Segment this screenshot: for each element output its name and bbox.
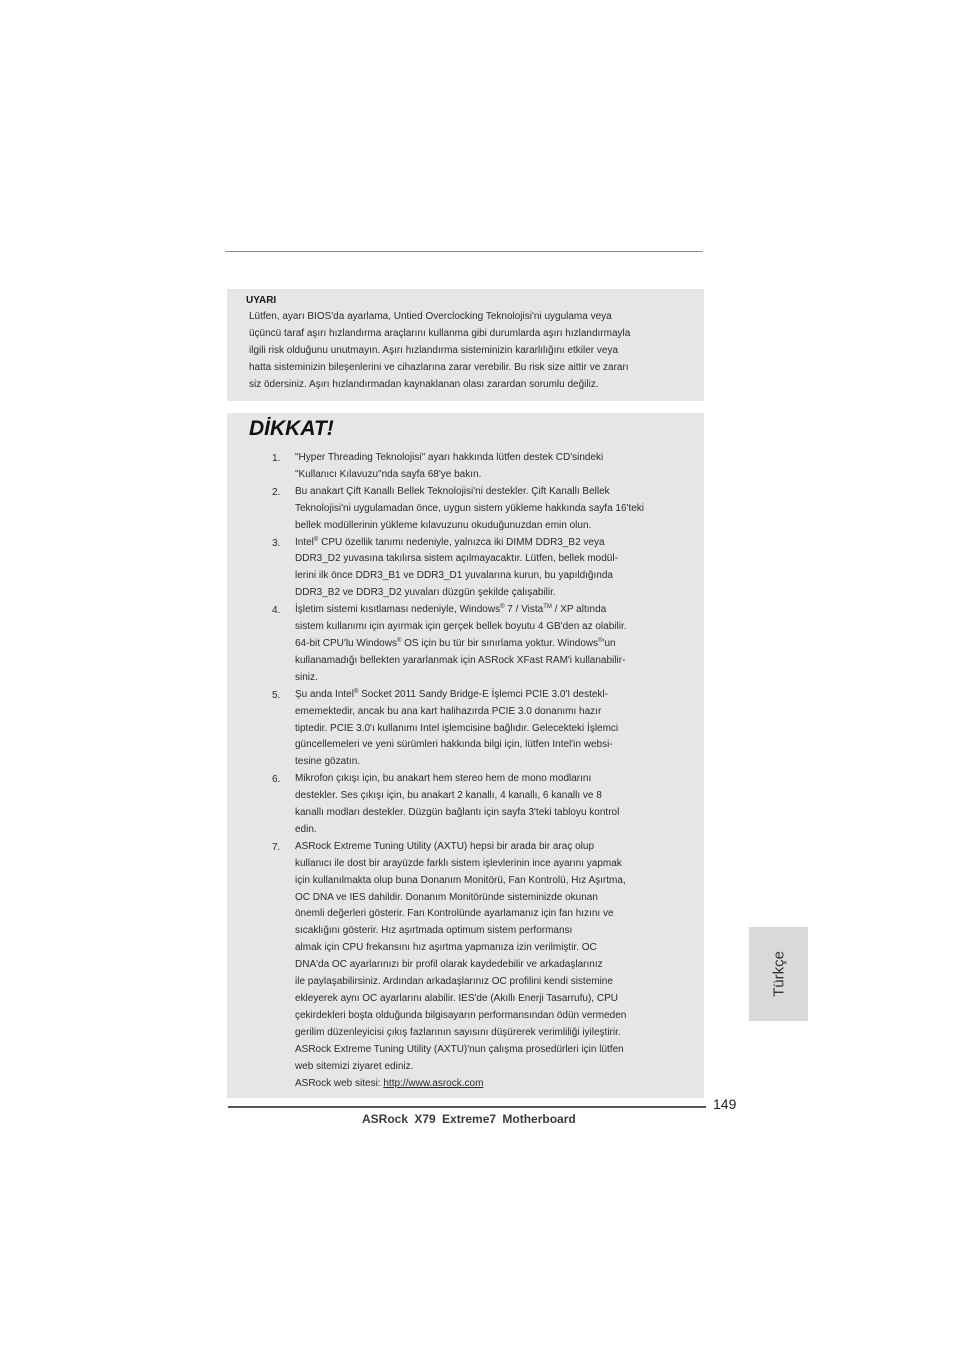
item-line: bellek modüllerinin yükleme kılavuzunu okuduğunuzdan emin olun. [295, 519, 592, 531]
language-tab [749, 927, 808, 1021]
warning-line: hatta sisteminizin bileşenlerini ve cihazlarına zarar verebilir. Bu risk size aittir ve zararı [249, 362, 629, 373]
item-line: ASRock Extreme Tuning Utility (AXTU) hepsi bir arada bir araç olup [295, 840, 595, 852]
notice-title: DİKKAT! [249, 417, 334, 440]
warning-title: UYARI [246, 295, 277, 306]
registered-mark: ® [396, 637, 402, 644]
item-text-part: Socket 2011 Sandy Bridge-E İşlemci PCIE 3.0'I destekl- [358, 688, 608, 700]
notice-list [227, 450, 704, 1092]
item-line: DNA'da OC ayarlarınızı bir profil olarak kaydedebilir ve arkadaşlarınız [295, 959, 603, 971]
item-line: için kullanılmakta olup buna Donanım Monitörü, Fan Kontrolü, Hız Aşırtma, [295, 874, 626, 886]
notice-item-5 [227, 687, 704, 772]
item-text-part: Intel [295, 536, 314, 548]
item-number: 3. [272, 537, 281, 549]
warning-box [227, 289, 704, 401]
item-text [295, 839, 704, 1093]
registered-mark: ® [313, 536, 319, 543]
item-line: önemli değerleri gösterir. Fan Kontrolünde ayarlamanız için fan hızını ve [295, 908, 614, 920]
item-line [295, 636, 704, 653]
notice-item-3 [227, 535, 704, 603]
item-line: DDR3_D2 yuvasına takılırsa sistem açılmayacaktır. Lütfen, bellek modül- [295, 553, 618, 565]
item-number: 6. [272, 774, 281, 786]
registered-mark: ® [500, 604, 505, 611]
item-text-part: İşletim sistemi kısıtlaması nedeniyle, Windows [295, 604, 501, 616]
item-line: destekler. Ses çıkışı için, bu anakart 2 kanallı, 4 kanallı, 6 kanallı ve 8 [295, 790, 602, 802]
page-number: 149 [713, 1096, 737, 1112]
item-line: çekirdekleri boşta olduğunda bilgisayarın performansından ödün vermeden [295, 1009, 627, 1021]
item-line: güncellemeleri ve yeni sürümleri hakkında bilgi için, lütfen Intel'in websi- [295, 739, 613, 751]
item-text-part: / XP altında [551, 604, 607, 616]
warning-line: siz ödersiniz. Aşırı hızlandırmadan kaynaklanan olası zarardan sorumlu değiliz. [249, 379, 599, 390]
registered-mark: ® [598, 637, 603, 644]
warning-line: Lütfen, ayarı BIOS'da ayarlama, Untied Overclocking Teknolojisi'ni uygulama veya [249, 311, 612, 322]
item-line: lerini ilk önce DDR3_B1 ve DDR3_D1 yuvalarına kurun, bu yapıldığında [295, 570, 613, 582]
item-line: Mikrofon çıkışı için, bu anakart hem stereo hem de mono modlarını [295, 773, 592, 785]
item-line: "Kullanıcı Kılavuzu"nda sayfa 68'ye bakın. [295, 468, 482, 480]
item-line [295, 1076, 704, 1093]
item-line: tiptedir. PCIE 3.0'ı kullanımı Intel işlemcisine bağlıdır. Gelecekteki İşlemci [295, 722, 619, 734]
item-line: kullanamadığı bellekten yararlanmak için ASRock XFast RAM'i kullanabilir- [295, 654, 626, 666]
item-text [295, 484, 704, 535]
notice-item-2 [227, 484, 704, 535]
item-number: 5. [272, 689, 281, 701]
item-text [295, 450, 704, 484]
website-label: ASRock web sitesi: [295, 1077, 384, 1089]
warning-line: ilgili risk olduğunu unutmayın. Aşırı hızlandırma sisteminizin kararlılığını etkiler veya [249, 345, 619, 356]
warning-body [249, 308, 684, 393]
notice-item-6 [227, 771, 704, 839]
language-tab-label: Türkçe [770, 951, 787, 997]
item-text [295, 602, 704, 687]
item-line: ile paylaşabilirsiniz. Ardından arkadaşlarınız OC profilini kendi sistemine [295, 976, 613, 988]
item-line: gerilim düzenleyicisi çıkış fazlarının sayısını düşürerek verimliliği iyileştirir. [295, 1026, 621, 1038]
item-line: kullanıcı ile dost bir arayüzde farklı sistem işlevlerinin ince ayarını yapmak [295, 857, 622, 869]
item-line: ASRock Extreme Tuning Utility (AXTU)'nun çalışma prosedürleri için lütfen [295, 1043, 624, 1055]
item-text [295, 535, 704, 603]
item-line: ekleyerek aynı OC ayarlarını alabilir. IES'de (Akıllı Enerji Tasarrufu), CPU [295, 993, 618, 1004]
item-line: OC DNA ve IES dahildir. Donanım Monitöründe sisteminizde okunan [295, 891, 598, 903]
item-line: sistem kullanımı için ayırmak için gerçek bellek boyutu 4 GB'den az olabilir. [295, 621, 627, 633]
item-number: 2. [272, 486, 281, 498]
footer-title: ASRock X79 Extreme7 Motherboard [362, 1112, 576, 1126]
item-number: 7. [272, 841, 281, 853]
item-line [295, 602, 704, 619]
asrock-website-link[interactable]: http://www.asrock.com [383, 1077, 484, 1089]
item-line: tesine gözatın. [295, 756, 361, 768]
item-line: Bu anakart Çift Kanallı Bellek Teknolojisi'ni destekler. Çift Kanallı Bellek [295, 485, 610, 497]
item-line: Teknolojisi'ni uygulamadan önce, uygun sistem yükleme hakkında sayfa 16'teki [295, 502, 645, 514]
item-line: siniz. [295, 671, 318, 683]
item-line: "Hyper Threading Teknolojisi" ayarı hakkında lütfen destek CD'sindeki [295, 452, 604, 463]
item-line: almak için CPU frekansını hız aşırtma yapmanıza izin verilmiştir. OC [295, 942, 597, 954]
item-text-part: OS için bu tür bir sınırlama yoktur. Windows [401, 637, 599, 649]
item-text [295, 771, 704, 839]
item-line: web sitemizi ziyaret ediniz. [295, 1060, 414, 1072]
item-line: edin. [295, 823, 317, 835]
trademark-mark: TM [543, 604, 552, 611]
item-line: sıcaklığını gösterir. Hız aşırtmada optimum sistem performansı [295, 925, 573, 937]
notice-item-1 [227, 450, 704, 484]
item-line: kanallı modları destekler. Düzgün bağlantı için sayfa 3'teki tabloyu kontrol [295, 807, 620, 819]
item-line: ememektedir, ancak bu ana kart halihazırda PCIE 3.0 donanımı hazır [295, 705, 602, 717]
item-line [295, 535, 704, 552]
item-number: 4. [272, 605, 281, 617]
item-text-part: Şu anda Intel [295, 688, 354, 700]
item-text-part: 7 / Vista [504, 604, 544, 616]
item-text-part: 64-bit CPU'lu Windows [295, 637, 397, 649]
item-text-part: CPU özellik tanımı nedeniyle, yalnızca iki DIMM DDR3_B2 veya [318, 536, 605, 548]
item-line [295, 687, 704, 704]
item-number: 1. [272, 453, 281, 464]
notice-box [227, 413, 704, 1098]
item-line: DDR3_B2 ve DDR3_D2 yuvaları düzgün şekilde çalışabilir. [295, 587, 556, 599]
bottom-divider [228, 1106, 706, 1108]
notice-item-4 [227, 602, 704, 687]
registered-mark: ® [353, 688, 359, 695]
item-text-part: 'un [602, 637, 616, 649]
notice-item-7 [227, 839, 704, 1093]
warning-line: üçüncü taraf aşırı hızlandırma araçlarını kullanma gibi durumlarda aşırı hızlandırmayla [249, 328, 631, 339]
top-divider [225, 251, 703, 252]
item-text [295, 687, 704, 772]
